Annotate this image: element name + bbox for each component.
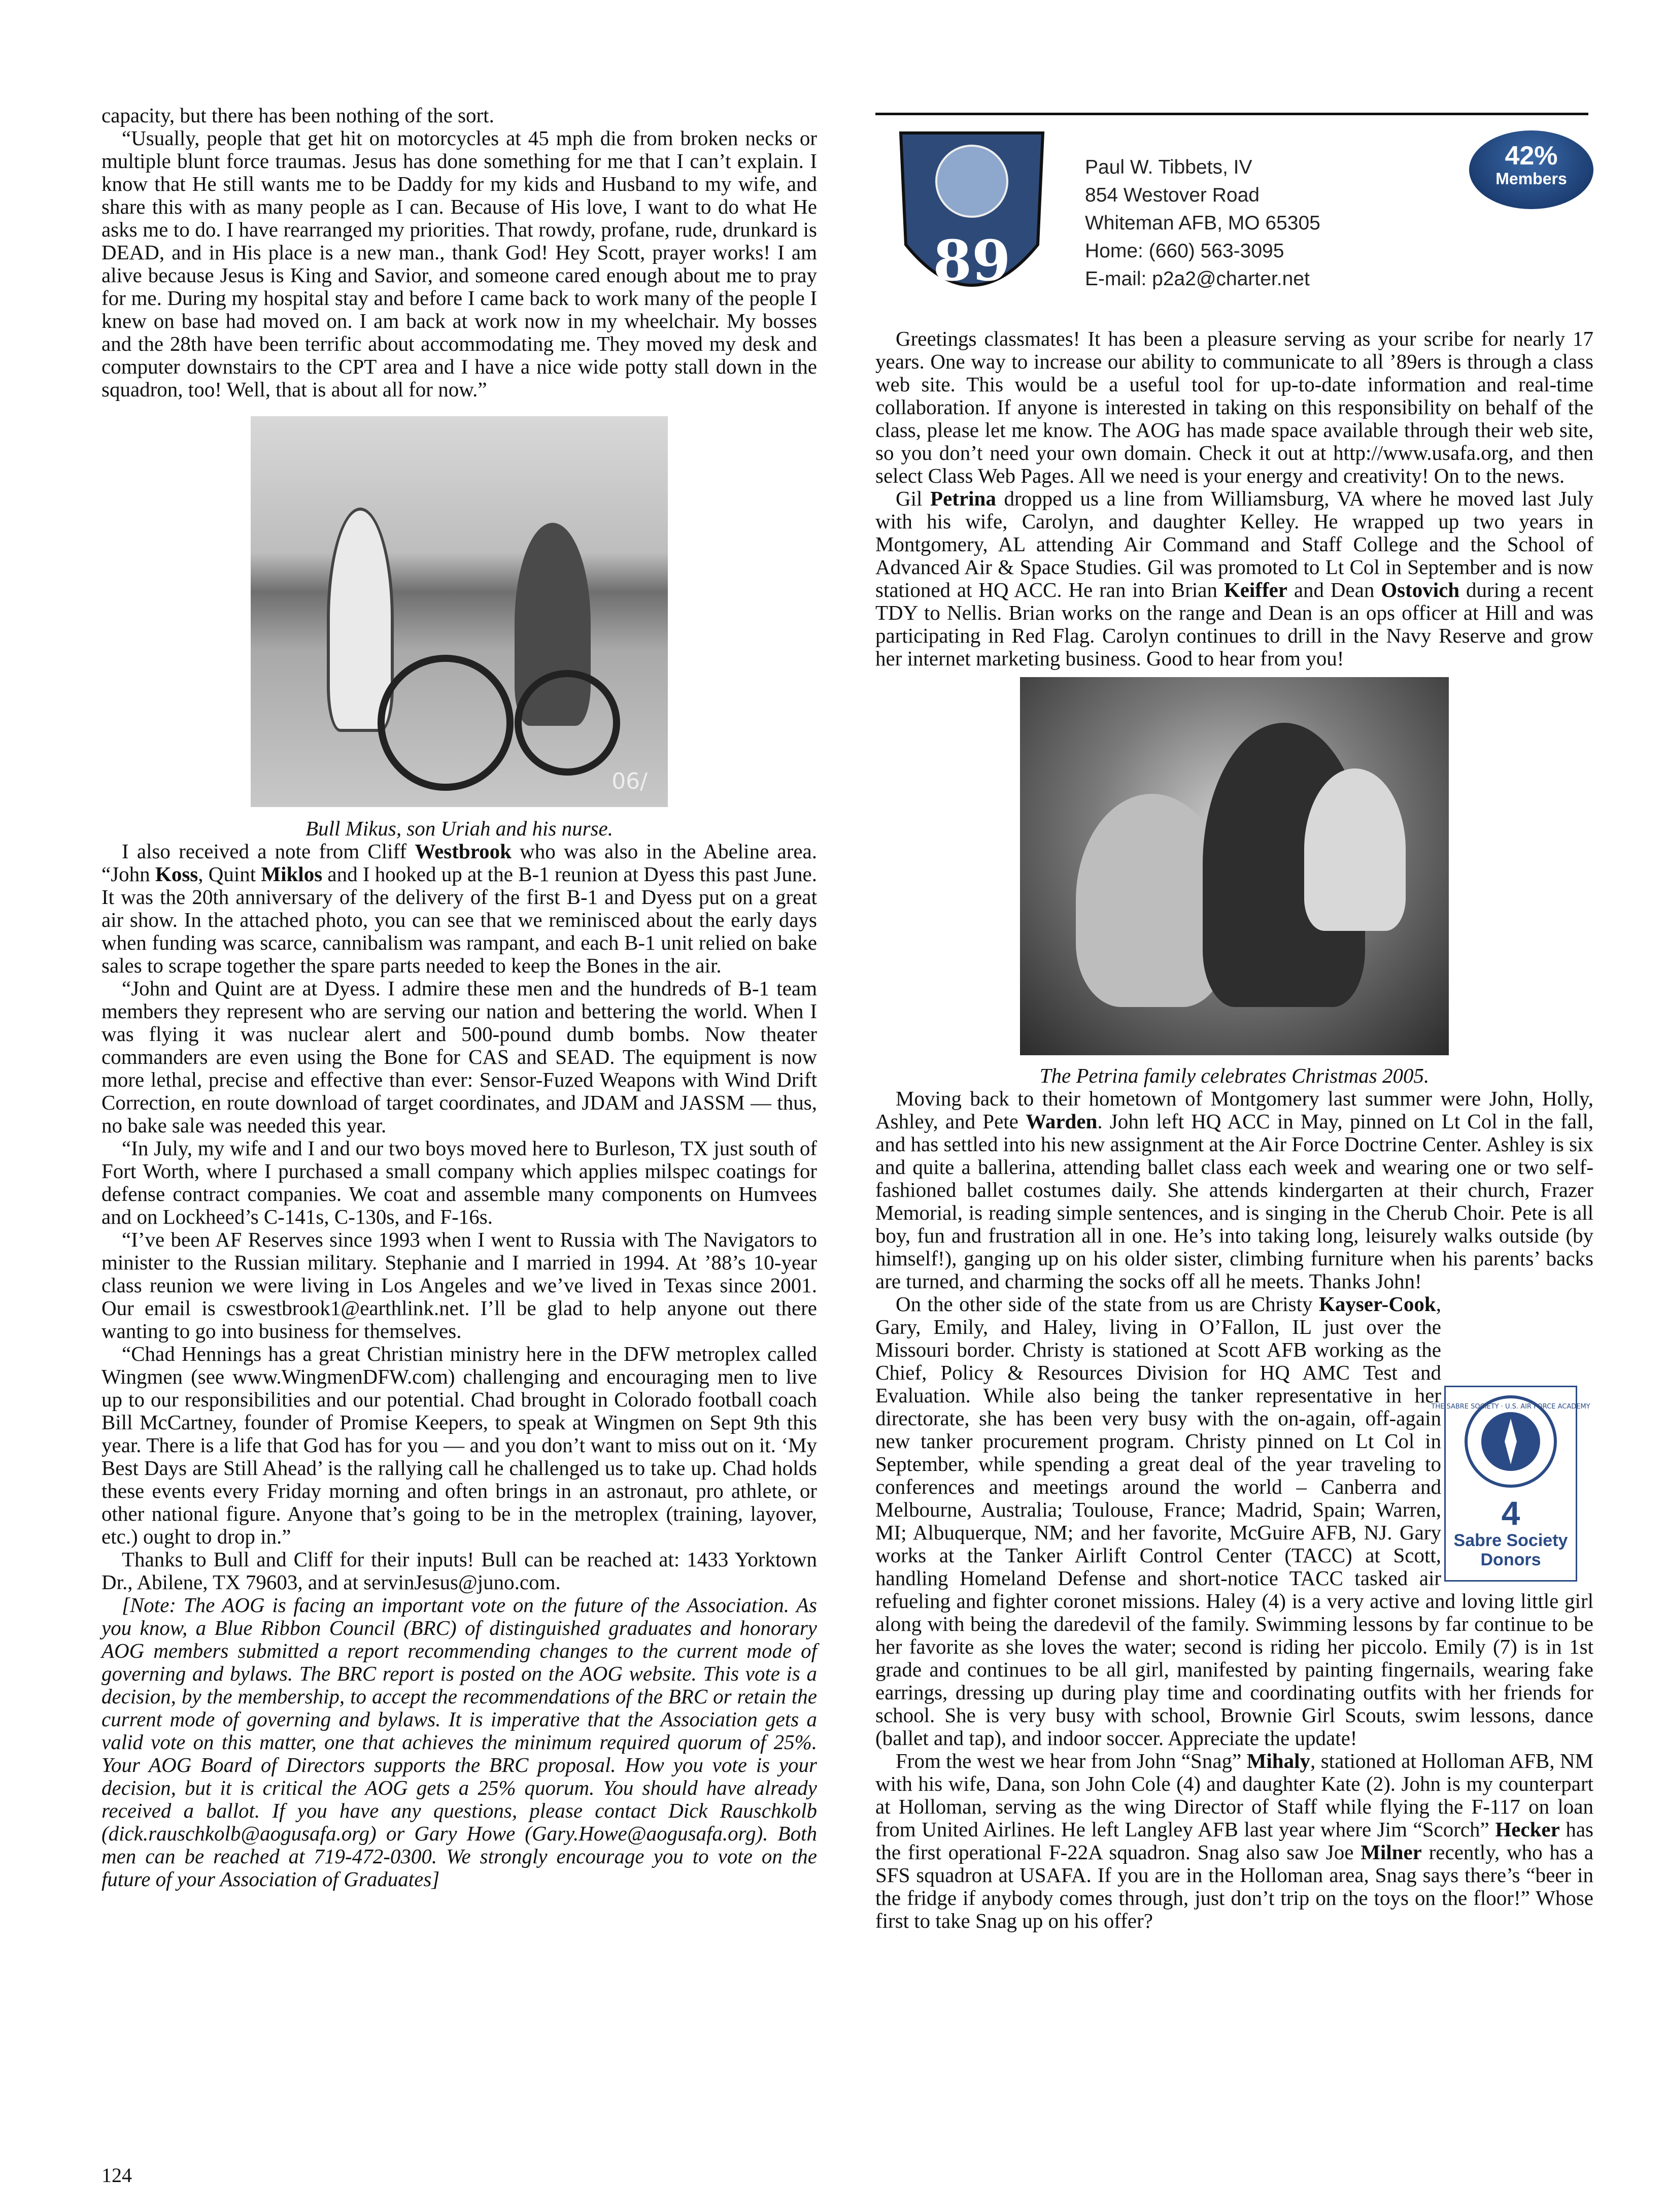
paragraph: From the west we hear from John “Snag” Mihaly, stationed at Holloman AFB, NM with his wife, Dana, son John Cole (4) and daughter Kate (2). John is my counterpart at Holloman, serving as the wing Director of Staff while flying the F-117 on loan from United Airlines. He left Langley AFB last year where Jim “Scorch” Hecker has the first operational F-22A squadron. Snag also saw Joe Milner recently, who has a SFS squadron at USAFA. If you are in the Holloman area, Snag says there’s “beer in the fridge if anybody comes through, just don’t trip on the toys on the floor!” Whose first to take Snag up on his offer? [875, 1749, 1594, 1932]
sabre-count: 4 [1501, 1494, 1520, 1532]
sabre-label-line2: Donors [1480, 1550, 1541, 1569]
classmate-name: Miklos [261, 862, 323, 886]
paragraph: “In July, my wife and I and our two boys moved here to Burleson, TX just south of Fort Worth, where I purchased a small company which applies milspec coatings for defense contract companies. We coat and assemble many components on Humvees and on Lockheed’s C-141s, C-130s, and F-16s. [101, 1136, 817, 1228]
page-number: 124 [101, 2164, 132, 2187]
membership-label: Members [1495, 170, 1567, 188]
classmate-name: Warden [1026, 1110, 1098, 1133]
right-column [875, 327, 1593, 1932]
seal-text: THE SABRE SOCIETY · U.S. AIR FORCE ACADEMY [1431, 1403, 1590, 1411]
classmate-name: Mihaly [1246, 1749, 1311, 1772]
classmate-name: Koss [155, 862, 198, 886]
classmate-name: Petrina [930, 487, 996, 510]
class-scribe-header [875, 113, 1588, 339]
paragraph: Greetings classmates! It has been a pleasure serving as your scribe for nearly 17 years. One way to increase our ability to communicate to all ’89ers is through a class web site. This would be a useful tool for up-to-date information and real-time collaboration. If anyone is interested in taking on this responsibility on behalf of the class, please let me know. The AOG has made space available through their web site, so you don’t need your own domain. Check it out at http://www.usafa.org, and then select Class Web Pages. All we need is your energy and creativity! On to the news. [875, 327, 1593, 487]
paragraph: “John and Quint are at Dyess. I admire these men and the hundreds of B-1 team members they represent who are serving our nation and bettering the world. When I was flying it was nuclear alert and 500-pound dumb bombs. Now theater commanders are even using the Bone for CAS and SEAD. The equipment is now more lethal, precise and effective than ever: Sensor-Fuzed Weapons with Wind Drift Correction, en route download of target coordinates, and JDAM and JASSM — thus, no bake sale was needed this year. [101, 977, 817, 1137]
photo-bull-mikus [251, 416, 668, 807]
paragraph: On the other side of the state from us are Christy Kayser-Cook, Gary, Emily, and Haley, living in O’Fallon, IL just over the Missouri border. Christy is stationed at Scott AFB working as the Chief, Policy & Resources Division for HQ AMC Test and Evaluation. While also being the tanker representative in her directorate, she has been very busy with the on-again, off-again new tanker procurement program. Christy pinned on Lt Col in September, while spending a great deal of the year traveling to conferences and meetings around the world – Canberra and Melbourne, Australia; Toulouse, France; Madrid, Spain; Warren, MI; Albuquerque, NM; and her favorite, McGuire AFB, NJ. Gary works at the Tanker Airlift Control Center (TACC) at Scott, handling Homeland Defense and short-notice TACC tasked air refueling and fighter coronet missions. Haley (4) is a very active and loving little girl along with being the daredevil of the family. Swimming lessons by far continue to be her favorite as she loves the water; second is riding her piccolo. Emily (7) is in 1st grade and continues to be all girl, manifested by painting fingernails, wearing fake earrings, dressing up during play time and coordinating outfits with her friends for school. She is very busy with school, Brownie Girl Scouts, swim lessons, dance (ballet and tap), and indoor soccer. Appreciate the update! [875, 1292, 1593, 1750]
class-crest-icon [896, 128, 1048, 321]
paragraph: “Chad Hennings has a great Christian ministry here in the DFW metroplex called Wingmen (see www.WingmenDFW.com) challenging and encouraging men to live up to our responsibilities and our potential. Chad brought in Colorado football coach Bill McCartney, founder of Promise Keepers, to speak at Wingmen on Sept 9th this year. There is a life that God has for you — and you don’t want to miss out on it. ‘My Best Days are Still Ahead’ is the rallying call he challenged us to take up. Chad holds these events every Friday morning and often brings in an astronaut, pro athlete, or other national figure. Anyone that’s going to be in the metroplex (training, layover, etc.) ought to drop in.” [101, 1342, 817, 1548]
membership-percent: 42% [1505, 141, 1558, 171]
classmate-name: Hecker [1495, 1818, 1560, 1841]
paragraph: capacity, but there has been nothing of the sort. [101, 104, 494, 127]
scribe-contact [1085, 153, 1320, 293]
aog-note: [Note: The AOG is facing an important vote on the future of the Association. As you know, a Blue Ribbon Council (BRC) of distinguished graduates and honorary AOG members submitted a report recommending changes to the current mode of governing and bylaws. The BRC report is posted on the AOG website. This vote is a decision, by the membership, to accept the recommendations of the BRC or retain the current mode of governing and bylaws. It is imperative that the Association gets a valid vote on this matter, one that achieves the minimum required quorum of 25%. Your AOG Board of Directors supports the BRC proposal. How you vote is your decision, but it is critical the AOG gets a 25% quorum. You should have already received a ballot. If you have any questions, please contact Dick Rauschkolb (dick.rauschkolb@aogusafa.org) or Gary Howe (Gary.Howe@aogusafa.org). Both men can be reached at 719-472-0300. We strongly encourage you to vote on the future of your Association of Graduates] [101, 1593, 817, 1891]
scribe-email: E-mail: p2a2@charter.net [1085, 268, 1310, 290]
paragraph: “Usually, people that get hit on motorcycles at 45 mph die from broken necks or multiple blunt force traumas. Jesus has done something for me that I can’t explain. I know that He still wants me to be Daddy for my kids and Husband to my wife, and share this with as many people as I can. Because of His love, I want to do what He asks me to do. I have rearranged my priorities. That rowdy, profane, rude, drunkard is DEAD, and in His place is a new man., thank God! Hey Scott, prayer works! I am alive because Jesus is King and Savior, and someone cared enough about me to pray for me. During my hospital stay and before I came back to work many of the people I knew on base had moved on. I am back at work now in my wheelchair. My bosses and the 28th have been terrific about accommodating me. They moved my desk and computer downstairs to the CPT area and I have a nice wide potty stall down in the squadron, too! Well, that is about all for now.” [101, 126, 817, 401]
scribe-address-line2: Whiteman AFB, MO 65305 [1085, 212, 1320, 234]
paragraph: Moving back to their hometown of Montgomery last summer were John, Holly, Ashley, and Pete Warden. John left HQ ACC in May, pinned on Lt Col in the fall, and has settled into his new assignment at the Air Force Doctrine Center. Ashley is six and quite a ballerina, attending ballet class each week and wearing one or two self-fashioned ballet costumes daily. She attends kindergarten at their church, Frazer Memorial, is reading simple sentences, and is singing in the Cherub Choir. Pete is all boy, fun and frustration all in one. He’s into taking long, leisurely walks outside (by himself!), ganging up on his older sister, climbing furniture when his parents’ backs are turned, and charming the socks off all he meets. Thanks John! [875, 1087, 1594, 1293]
scribe-address-line1: 854 Westover Road [1085, 184, 1260, 206]
classmate-name: Westbrook [415, 840, 512, 863]
photo-caption: The Petrina family celebrates Christmas 2005. [1039, 1064, 1430, 1087]
photo-date-stamp: 06/ [611, 768, 648, 794]
classmate-name: Ostovich [1381, 578, 1460, 601]
classmate-name: Milner [1361, 1840, 1422, 1864]
paragraph: “I’ve been AF Reserves since 1993 when I went to Russia with The Navigators to minister to the Russian military. Stephanie and I married in 1994. At ’88’s 10-year class reunion we were living in Los Angeles and we’ve lived in Texas since 2001. Our email is cswestbrook1@earthlink.net. I’ll be glad to help anyone out there wanting to go into business for themselves. [101, 1228, 817, 1343]
scribe-home-phone: Home: (660) 563-3095 [1085, 240, 1284, 262]
photo-petrina-family [1020, 677, 1449, 1055]
left-column [101, 104, 817, 1891]
classmate-name: Keiffer [1223, 578, 1287, 601]
paragraph: I also received a note from Cliff Westbrook who was also in the Abeline area. “John Koss, Quint Miklos and I hooked up at the B-1 reunion at Dyess this past June. It was the 20th anniversary of the delivery of the first B-1 and Dyess put on a great air show. In the attached photo, you can see that we reminisced about the early days when funding was scarce, cannibalism was rampant, and each B-1 unit relied on bake sales to scrape together the spare parts needed to keep the Bones in the air. [101, 840, 817, 977]
sabre-label-line1: Sabre Society [1453, 1531, 1568, 1550]
paragraph: Gil Petrina dropped us a line from Williamsburg, VA where he moved last July with his wife, Carolyn, and daughter Kelley. He wrapped up two years in Montgomery, AL attending Air Command and Staff College and the School of Advanced Air & Space Studies. Gil was promoted to Lt Col in September and is now stationed at HQ ACC. He ran into Brian Keiffer and Dean Ostovich during a recent TDY to Nellis. Brian works on the range and Dean is an ops officer at Hill and was participating in Red Flag. Carolyn continues to drill in the Navy Reserve and grow her internet marketing business. Good to hear from you! [875, 487, 1593, 670]
crest-number: 89 [933, 228, 1011, 293]
sabre-society-box [1431, 1386, 1590, 1582]
scribe-name: Paul W. Tibbets, IV [1085, 156, 1252, 178]
membership-badge [1469, 130, 1593, 209]
sabre-society-seal-icon [1431, 1393, 1590, 1490]
photo-caption: Bull Mikus, son Uriah and his nurse. [305, 817, 613, 840]
classmate-name: Kayser-Cook [1318, 1292, 1436, 1316]
paragraph: Thanks to Bull and Cliff for their inputs! Bull can be reached at: 1433 Yorktown Dr., Abilene, TX 79603, and at servinJesus@juno.com. [101, 1548, 817, 1594]
